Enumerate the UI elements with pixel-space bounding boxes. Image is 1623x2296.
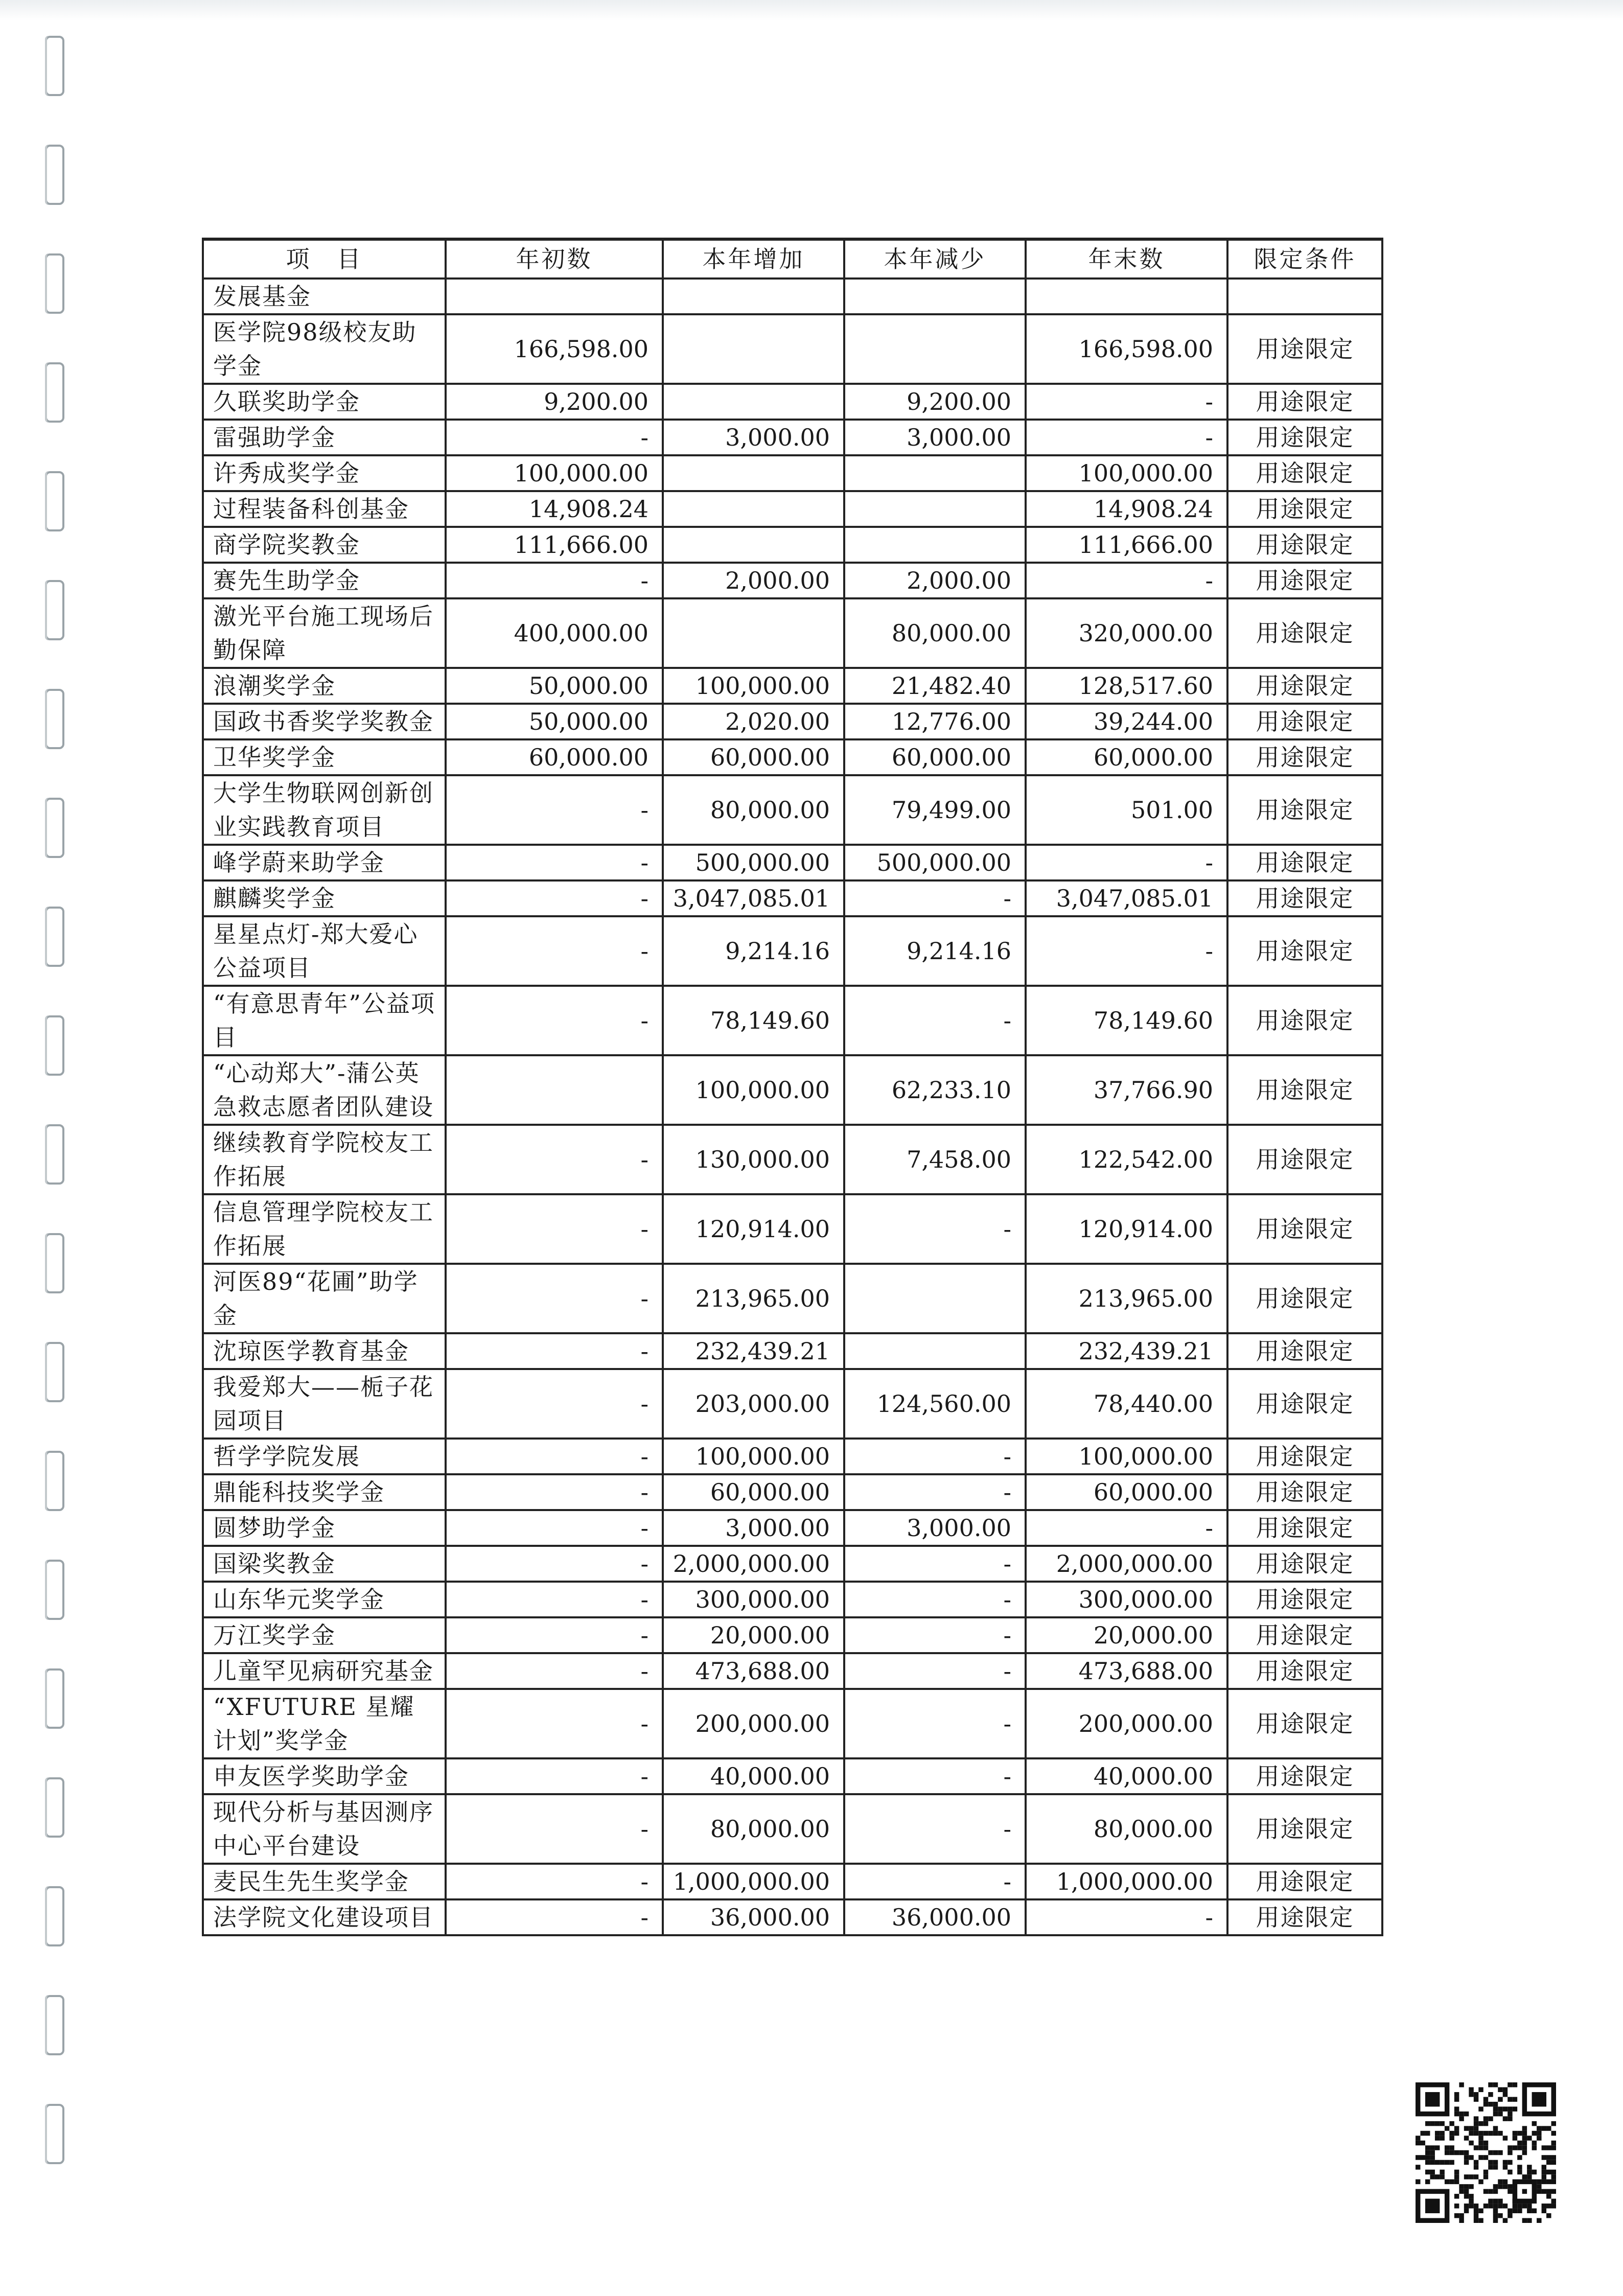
closing-balance: 60,000.00 [1026, 1474, 1227, 1510]
restriction: 用途限定 [1227, 739, 1382, 775]
closing-balance: 213,965.00 [1026, 1264, 1227, 1333]
qr-code-icon [1416, 2082, 1556, 2223]
closing-balance: 78,149.60 [1026, 986, 1227, 1055]
item-name: 雷强助学金 [203, 420, 446, 455]
item-name: 山东华元奖学金 [203, 1582, 446, 1617]
table-row [203, 1055, 1382, 1125]
closing-balance: 232,439.21 [1026, 1333, 1227, 1369]
scan-top-edge [0, 0, 1623, 20]
increase [663, 598, 844, 668]
item-name: “有意思青年”公益项目 [203, 986, 446, 1055]
closing-balance: - [1026, 563, 1227, 598]
closing-balance: 300,000.00 [1026, 1582, 1227, 1617]
restriction: 用途限定 [1227, 384, 1382, 420]
opening-balance [446, 279, 663, 314]
closing-balance: 111,666.00 [1026, 527, 1227, 563]
opening-balance: - [446, 1794, 663, 1864]
item-name: 现代分析与基因测序中心平台建设 [203, 1794, 446, 1864]
header-increase: 本年增加 [663, 239, 844, 279]
restriction: 用途限定 [1227, 1264, 1382, 1333]
opening-balance: - [446, 1439, 663, 1474]
table-row [203, 1899, 1382, 1935]
increase: 40,000.00 [663, 1758, 844, 1794]
binder-hole [45, 1886, 64, 1946]
binder-hole [45, 1777, 64, 1838]
restriction: 用途限定 [1227, 527, 1382, 563]
opening-balance: - [446, 1264, 663, 1333]
opening-balance: 111,666.00 [446, 527, 663, 563]
closing-balance: - [1026, 384, 1227, 420]
table-row [203, 1194, 1382, 1264]
binder-hole [45, 1233, 64, 1293]
increase: 200,000.00 [663, 1689, 844, 1758]
table-row [203, 845, 1382, 880]
decrease [844, 455, 1026, 491]
increase: 300,000.00 [663, 1582, 844, 1617]
binder-hole [45, 2104, 64, 2164]
restriction: 用途限定 [1227, 880, 1382, 916]
binder-hole [45, 798, 64, 858]
decrease: 62,233.10 [844, 1055, 1026, 1125]
table-row [203, 986, 1382, 1055]
decrease: 79,499.00 [844, 775, 1026, 845]
increase: 9,214.16 [663, 916, 844, 986]
opening-balance: 50,000.00 [446, 668, 663, 704]
opening-balance: - [446, 1369, 663, 1439]
closing-balance: 80,000.00 [1026, 1794, 1227, 1864]
decrease: 3,000.00 [844, 420, 1026, 455]
item-name: 万江奖学金 [203, 1617, 446, 1653]
table-row [203, 1653, 1382, 1689]
restriction: 用途限定 [1227, 704, 1382, 739]
fund-ledger-table [202, 238, 1383, 1936]
item-name: 浪潮奖学金 [203, 668, 446, 704]
binder-hole [45, 580, 64, 640]
item-name: 我爱郑大——栀子花园项目 [203, 1369, 446, 1439]
closing-balance: 100,000.00 [1026, 1439, 1227, 1474]
restriction: 用途限定 [1227, 1125, 1382, 1194]
item-name: 峰学蔚来助学金 [203, 845, 446, 880]
table-row [203, 1689, 1382, 1758]
decrease [844, 1333, 1026, 1369]
closing-balance: - [1026, 845, 1227, 880]
opening-balance: 14,908.24 [446, 491, 663, 527]
item-name: 圆梦助学金 [203, 1510, 446, 1546]
table-row [203, 1439, 1382, 1474]
table-row [203, 1369, 1382, 1439]
item-name: 过程装备科创基金 [203, 491, 446, 527]
closing-balance: 120,914.00 [1026, 1194, 1227, 1264]
binder-hole [45, 1668, 64, 1729]
closing-balance: 128,517.60 [1026, 668, 1227, 704]
binder-hole [45, 1995, 64, 2055]
increase: 473,688.00 [663, 1653, 844, 1689]
decrease: - [844, 1689, 1026, 1758]
opening-balance: - [446, 845, 663, 880]
item-name: “心动郑大”-蒲公英急救志愿者团队建设 [203, 1055, 446, 1125]
table-row [203, 1758, 1382, 1794]
header-restriction: 限定条件 [1227, 239, 1382, 279]
restriction: 用途限定 [1227, 1369, 1382, 1439]
decrease [844, 527, 1026, 563]
restriction: 用途限定 [1227, 986, 1382, 1055]
closing-balance: 39,244.00 [1026, 704, 1227, 739]
increase [663, 491, 844, 527]
header-item: 项 目 [203, 239, 446, 279]
opening-balance: - [446, 775, 663, 845]
restriction: 用途限定 [1227, 668, 1382, 704]
restriction: 用途限定 [1227, 563, 1382, 598]
opening-balance: - [446, 1333, 663, 1369]
opening-balance: - [446, 1194, 663, 1264]
decrease: - [844, 1582, 1026, 1617]
binder-hole [45, 471, 64, 531]
closing-balance: 3,047,085.01 [1026, 880, 1227, 916]
closing-balance: 100,000.00 [1026, 455, 1227, 491]
decrease: 60,000.00 [844, 739, 1026, 775]
item-name: 信息管理学院校友工作拓展 [203, 1194, 446, 1264]
increase: 3,000.00 [663, 1510, 844, 1546]
decrease: 3,000.00 [844, 1510, 1026, 1546]
table-row [203, 1264, 1382, 1333]
opening-balance [446, 1055, 663, 1125]
binder-hole [45, 36, 64, 96]
binder-hole [45, 907, 64, 967]
restriction: 用途限定 [1227, 1439, 1382, 1474]
item-name: 鼎能科技奖学金 [203, 1474, 446, 1510]
table-row [203, 314, 1382, 384]
restriction: 用途限定 [1227, 775, 1382, 845]
restriction [1227, 279, 1382, 314]
decrease: - [844, 1546, 1026, 1582]
opening-balance: - [446, 1617, 663, 1653]
opening-balance: - [446, 1864, 663, 1899]
opening-balance: 60,000.00 [446, 739, 663, 775]
decrease: - [844, 986, 1026, 1055]
decrease [844, 1264, 1026, 1333]
binder-hole [45, 1124, 64, 1185]
closing-balance: - [1026, 1510, 1227, 1546]
opening-balance: - [446, 1474, 663, 1510]
increase: 203,000.00 [663, 1369, 844, 1439]
table-row [203, 384, 1382, 420]
closing-balance: 2,000,000.00 [1026, 1546, 1227, 1582]
restriction: 用途限定 [1227, 314, 1382, 384]
item-name: 沈琼医学教育基金 [203, 1333, 446, 1369]
table-row [203, 704, 1382, 739]
table-row [203, 1546, 1382, 1582]
opening-balance: 9,200.00 [446, 384, 663, 420]
item-name: 法学院文化建设项目 [203, 1899, 446, 1935]
item-name: 麒麟奖学金 [203, 880, 446, 916]
table-row [203, 1333, 1382, 1369]
decrease: - [844, 1758, 1026, 1794]
table-row [203, 563, 1382, 598]
item-name: 国政书香奖学奖教金 [203, 704, 446, 739]
increase: 120,914.00 [663, 1194, 844, 1264]
table-row [203, 916, 1382, 986]
closing-balance: 501.00 [1026, 775, 1227, 845]
restriction: 用途限定 [1227, 1617, 1382, 1653]
item-name: 久联奖助学金 [203, 384, 446, 420]
item-name: 医学院98级校友助学金 [203, 314, 446, 384]
decrease: 2,000.00 [844, 563, 1026, 598]
restriction: 用途限定 [1227, 491, 1382, 527]
restriction: 用途限定 [1227, 420, 1382, 455]
decrease: 12,776.00 [844, 704, 1026, 739]
opening-balance: - [446, 1899, 663, 1935]
binder-hole [45, 1451, 64, 1511]
opening-balance: - [446, 420, 663, 455]
restriction: 用途限定 [1227, 916, 1382, 986]
restriction: 用途限定 [1227, 1510, 1382, 1546]
header-closing-balance: 年末数 [1026, 239, 1227, 279]
increase [663, 527, 844, 563]
closing-balance: 60,000.00 [1026, 739, 1227, 775]
increase: 2,000.00 [663, 563, 844, 598]
increase: 36,000.00 [663, 1899, 844, 1935]
binder-hole [45, 1342, 64, 1402]
closing-balance: 20,000.00 [1026, 1617, 1227, 1653]
restriction: 用途限定 [1227, 1689, 1382, 1758]
increase: 213,965.00 [663, 1264, 844, 1333]
increase: 20,000.00 [663, 1617, 844, 1653]
decrease: - [844, 880, 1026, 916]
table-row [203, 491, 1382, 527]
binder-hole [45, 1560, 64, 1620]
opening-balance: - [446, 986, 663, 1055]
increase: 100,000.00 [663, 668, 844, 704]
table-row [203, 279, 1382, 314]
restriction: 用途限定 [1227, 1758, 1382, 1794]
table-row [203, 880, 1382, 916]
opening-balance: 166,598.00 [446, 314, 663, 384]
increase: 500,000.00 [663, 845, 844, 880]
decrease: 36,000.00 [844, 1899, 1026, 1935]
opening-balance: 100,000.00 [446, 455, 663, 491]
table-row [203, 1617, 1382, 1653]
decrease: - [844, 1194, 1026, 1264]
restriction: 用途限定 [1227, 1794, 1382, 1864]
item-name: 哲学学院发展 [203, 1439, 446, 1474]
decrease: 21,482.40 [844, 668, 1026, 704]
decrease: - [844, 1653, 1026, 1689]
increase: 3,000.00 [663, 420, 844, 455]
decrease: 9,214.16 [844, 916, 1026, 986]
decrease [844, 491, 1026, 527]
item-name: 星星点灯-郑大爱心公益项目 [203, 916, 446, 986]
binder-hole [45, 689, 64, 749]
increase: 100,000.00 [663, 1439, 844, 1474]
closing-balance: 14,908.24 [1026, 491, 1227, 527]
increase [663, 314, 844, 384]
opening-balance: - [446, 1758, 663, 1794]
opening-balance: - [446, 1510, 663, 1546]
table-row [203, 598, 1382, 668]
binder-hole [45, 253, 64, 314]
restriction: 用途限定 [1227, 1582, 1382, 1617]
closing-balance: 78,440.00 [1026, 1369, 1227, 1439]
decrease: - [844, 1864, 1026, 1899]
opening-balance: - [446, 563, 663, 598]
item-name: 赛先生助学金 [203, 563, 446, 598]
opening-balance: - [446, 880, 663, 916]
table-row [203, 668, 1382, 704]
item-name: 河医89“花圃”助学金 [203, 1264, 446, 1333]
increase: 78,149.60 [663, 986, 844, 1055]
closing-balance: 40,000.00 [1026, 1758, 1227, 1794]
restriction: 用途限定 [1227, 455, 1382, 491]
closing-balance: 122,542.00 [1026, 1125, 1227, 1194]
header-decrease: 本年减少 [844, 239, 1026, 279]
increase: 100,000.00 [663, 1055, 844, 1125]
closing-balance: 166,598.00 [1026, 314, 1227, 384]
decrease: 9,200.00 [844, 384, 1026, 420]
opening-balance: - [446, 1582, 663, 1617]
increase: 60,000.00 [663, 1474, 844, 1510]
closing-balance: - [1026, 916, 1227, 986]
increase: 80,000.00 [663, 775, 844, 845]
item-name: 国梁奖教金 [203, 1546, 446, 1582]
increase: 1,000,000.00 [663, 1864, 844, 1899]
increase: 2,020.00 [663, 704, 844, 739]
binder-hole [45, 145, 64, 205]
table-row [203, 775, 1382, 845]
closing-balance [1026, 279, 1227, 314]
decrease: 80,000.00 [844, 598, 1026, 668]
restriction: 用途限定 [1227, 1899, 1382, 1935]
table-row [203, 1474, 1382, 1510]
item-name: 继续教育学院校友工作拓展 [203, 1125, 446, 1194]
closing-balance: - [1026, 420, 1227, 455]
opening-balance: - [446, 1125, 663, 1194]
item-name: 激光平台施工现场后勤保障 [203, 598, 446, 668]
item-name: 大学生物联网创新创业实践教育项目 [203, 775, 446, 845]
table-row [203, 1864, 1382, 1899]
item-name: 申友医学奖助学金 [203, 1758, 446, 1794]
item-name: 发展基金 [203, 279, 446, 314]
item-name: 麦民生先生奖学金 [203, 1864, 446, 1899]
opening-balance: - [446, 1689, 663, 1758]
restriction: 用途限定 [1227, 1474, 1382, 1510]
increase: 3,047,085.01 [663, 880, 844, 916]
increase: 60,000.00 [663, 739, 844, 775]
increase: 80,000.00 [663, 1794, 844, 1864]
table-row [203, 1582, 1382, 1617]
table-row [203, 1125, 1382, 1194]
decrease: - [844, 1617, 1026, 1653]
opening-balance: 50,000.00 [446, 704, 663, 739]
header-row [203, 239, 1382, 279]
restriction: 用途限定 [1227, 1055, 1382, 1125]
closing-balance: 320,000.00 [1026, 598, 1227, 668]
closing-balance: 37,766.90 [1026, 1055, 1227, 1125]
decrease: - [844, 1794, 1026, 1864]
restriction: 用途限定 [1227, 1653, 1382, 1689]
table-row [203, 1510, 1382, 1546]
closing-balance: 200,000.00 [1026, 1689, 1227, 1758]
increase: 130,000.00 [663, 1125, 844, 1194]
restriction: 用途限定 [1227, 1864, 1382, 1899]
opening-balance: - [446, 1546, 663, 1582]
decrease [844, 279, 1026, 314]
table-row [203, 420, 1382, 455]
increase [663, 455, 844, 491]
item-name: 儿童罕见病研究基金 [203, 1653, 446, 1689]
increase [663, 384, 844, 420]
opening-balance: 400,000.00 [446, 598, 663, 668]
restriction: 用途限定 [1227, 598, 1382, 668]
table-row [203, 527, 1382, 563]
header-opening-balance: 年初数 [446, 239, 663, 279]
decrease: 500,000.00 [844, 845, 1026, 880]
decrease [844, 314, 1026, 384]
table-row [203, 739, 1382, 775]
decrease: - [844, 1439, 1026, 1474]
table-row [203, 1794, 1382, 1864]
binder-hole [45, 1015, 64, 1076]
closing-balance: 473,688.00 [1026, 1653, 1227, 1689]
item-name: “XFUTURE 星耀计划”奖学金 [203, 1689, 446, 1758]
restriction: 用途限定 [1227, 845, 1382, 880]
item-name: 卫华奖学金 [203, 739, 446, 775]
table-row [203, 455, 1382, 491]
opening-balance: - [446, 916, 663, 986]
opening-balance: - [446, 1653, 663, 1689]
item-name: 商学院奖教金 [203, 527, 446, 563]
restriction: 用途限定 [1227, 1333, 1382, 1369]
increase: 2,000,000.00 [663, 1546, 844, 1582]
restriction: 用途限定 [1227, 1194, 1382, 1264]
decrease: 7,458.00 [844, 1125, 1026, 1194]
decrease: 124,560.00 [844, 1369, 1026, 1439]
increase [663, 279, 844, 314]
binder-hole [45, 362, 64, 423]
closing-balance: - [1026, 1899, 1227, 1935]
increase: 232,439.21 [663, 1333, 844, 1369]
restriction: 用途限定 [1227, 1546, 1382, 1582]
decrease: - [844, 1474, 1026, 1510]
closing-balance: 1,000,000.00 [1026, 1864, 1227, 1899]
item-name: 许秀成奖学金 [203, 455, 446, 491]
